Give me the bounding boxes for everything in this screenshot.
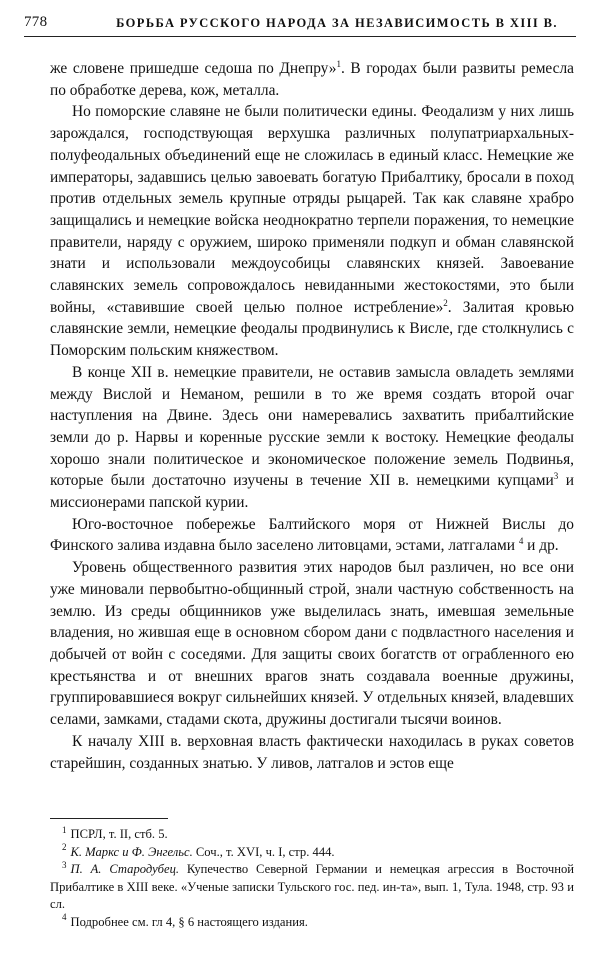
- footnote-ref: 3: [553, 471, 559, 482]
- footnote-ref: 1: [336, 58, 341, 69]
- main-text: [50, 58, 574, 774]
- footnote-ref: 4: [518, 536, 524, 547]
- footnote: $^3$ П. А. Стародубец. Купечество Северной Германии и немецкая агрессия в Восточной Прибалтике в XIII веке. «Ученые записки Тульского гос. пед. ин-та», вып. 1, Тула. 1948, стр. 93 и сл.: [50, 859, 574, 911]
- page-number: 778: [24, 14, 48, 30]
- footnote-ref: 2: [443, 297, 448, 308]
- footnote: $^4$ Подробнее см. гл 4, § 6 настоящего издания.: [62, 912, 308, 929]
- paragraph: Уровень общественного развития этих народов был различен, но все они уже миновали первобытно-общинный строй, знали частную собственность на землю. Из среды общинников уже выделилась знать, имевшая земельные владения, но жившая еще в основном сбором дани с подвластного населения и добычей от войн с соседями. Для защиты своих богатств от ограбленного ею крестьянства и от внешних врагов знать создавала военные дружины, группировавшиеся вокруг сильнейших князей. У отдельных князей, владевших селами, замками, стадами скота, дружины достигали тысячи воинов.: [50, 559, 574, 729]
- paragraph: К началу XIII в. верховная власть фактически находилась в руках советов старейшин, созданных знатью. У ливов, латгалов и эстов еще: [50, 732, 574, 772]
- footnote: $^2$ К. Маркс и Ф. Энгельс. Соч., т. XVI, ч. I, стр. 444.: [62, 842, 335, 859]
- footnotes: [50, 826, 574, 931]
- paragraph: Но поморские славяне не были политически едины. Феодализм у них лишь зарождался, господствующая верхушка различных полупатриархальных-полуфеодальных объединений еще не сложилась в единый класс. Немецкие же императоры, задавшись целью завоевать богатую Прибалтику, бросали в поход против отдельных земель крупные отряды рыцарей. Так как славяне храбро защищались и немецкие войска неоднократно терпели поражения, то немецкие правители, наряду с оружием, широко применяли подкуп и обман славянской знати и использовали междоусобицы славянских князей. Завоевание славянских земель сопровождалось невиданными жестокостями, это были войны, «ставившие своей целью полное истребление»$^2$. Залитая кровью славянские земли, немецкие феодалы продвинулись к Висле, где столкнулись с Поморским польским княжеством.: [50, 103, 575, 360]
- paragraph: Юго-восточное побережье Балтийского моря от Нижней Вислы до Финского залива издавна было заселено литовцами, эстами, латгалами $^4$ и др.: [50, 515, 574, 555]
- footnote-divider: [50, 818, 168, 819]
- paragraph: В конце XII в. немецкие правители, не оставив замысла овладеть землями между Вислой и Неманом, решили в то же время создать второй очаг наступления на Двине. Здесь они намеревались захватить прибалтийские земли до р. Нарвы и коренные русские земли к востоку. Немецкие феодалы хорошо знали политическое и экономическое положение земель Подвинья, которые были достаточно изучены в течение XII в. немецкими купцами$^3$ и миссионерами папской курии.: [50, 363, 574, 512]
- page-header: [24, 12, 576, 37]
- paragraph: же словене пришедше седоша по Днепру»$^1$. В городах были развиты ремесла по обработке дерева, кож, металла.: [50, 58, 574, 99]
- running-title: БОРЬБА РУССКОГО НАРОДА ЗА НЕЗАВИСИМОСТЬ В XIII В.: [116, 16, 558, 30]
- footnote: $^1$ ПСРЛ, т. II, стб. 5.: [62, 824, 168, 841]
